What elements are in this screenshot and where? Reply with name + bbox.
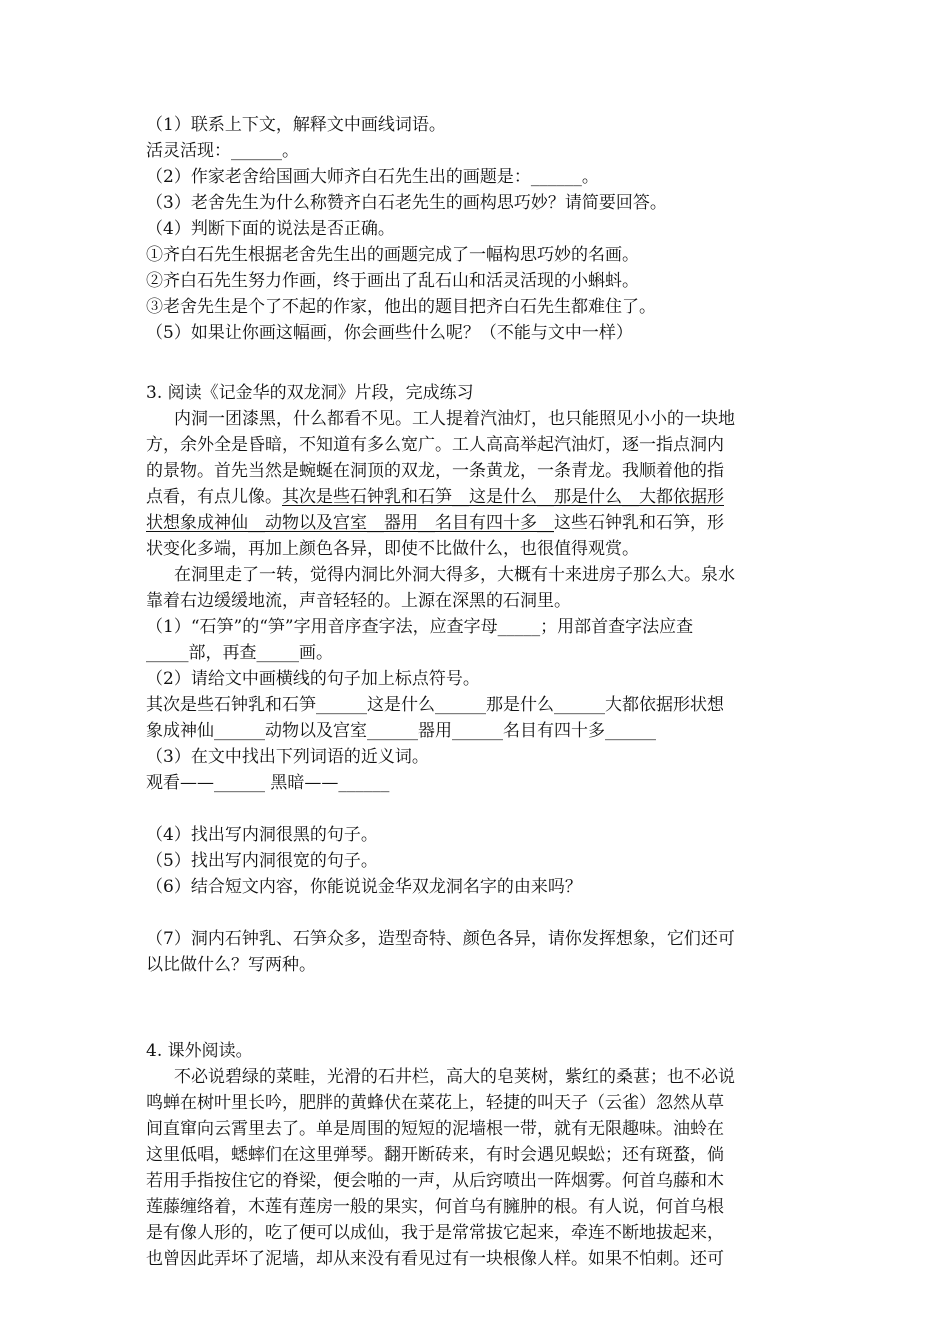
passage-line: 在洞里走了一转，觉得内洞比外洞大得多，大概有十来进房子那么大。泉水 <box>174 565 735 585</box>
statement-3: ③老舍先生是个了不起的作家，他出的题目把齐白石先生都难住了。 <box>146 297 656 317</box>
passage-line: 这里低唱，蟋蟀们在这里弹琴。翻开断砖来，有时会遇见蜈蚣；还有斑蝥，倘 <box>146 1145 724 1165</box>
section-4 <box>146 1038 810 1272</box>
term-blank: 活灵活现：______。 <box>146 141 299 161</box>
punctuation-blank-line: 象成神仙______动物以及宫室______器用______名目有四十多______ <box>146 721 656 741</box>
passage-text: 这些石钟乳和石笋，形 <box>554 513 724 533</box>
passage-line: 间直窜向云霄里去了。单是周围的短短的泥墙根一带，就有无限趣味。油蛉在 <box>146 1119 724 1139</box>
question-1: （1）“石笋”的“笋”字用音序查字法，应查字母_____；用部首查字法应查 <box>146 617 694 637</box>
passage-line: 状变化多端，再加上颜色各异，即使不比做什么，也很值得观赏。 <box>146 539 639 559</box>
statement-2: ②齐白石先生努力作画，终于画出了乱石山和活灵活现的小蝌蚪。 <box>146 271 639 291</box>
question-4: （4）找出写内洞很黑的句子。 <box>146 825 378 845</box>
question-7-cont: 以比做什么？写两种。 <box>146 955 316 975</box>
document-page <box>146 112 810 1272</box>
passage-line: 莲藤缠络着，木莲有莲房一般的果实，何首乌有臃肿的根。有人说，何首乌根 <box>146 1197 724 1217</box>
passage-line: 是有像人形的，吃了便可以成仙，我于是常常拔它起来，牵连不断地拔起来， <box>146 1223 724 1243</box>
question-2: （2）请给文中画横线的句子加上标点符号。 <box>146 669 480 689</box>
question-1: （1）联系上下文，解释文中画线词语。 <box>146 115 446 135</box>
section-title: 3. 阅读《记金华的双龙洞》片段，完成练习 <box>146 383 474 403</box>
question-5: （5）如果让你画这幅画，你会画些什么呢？（不能与文中一样） <box>146 323 633 343</box>
question-7: （7）洞内石钟乳、石笋众多，造型奇特、颜色各异，请你发挥想象，它们还可 <box>146 929 735 949</box>
underlined-sentence: 状想象成神仙__动物以及宫室__器用__名目有四十多__ <box>146 513 554 533</box>
statement-1: ①齐白石先生根据老舍先生出的画题完成了一幅构思巧妙的名画。 <box>146 245 639 265</box>
passage-line: 方，余外全是昏暗，不知道有多么宽广。工人高高举起汽油灯，逐一指点洞内 <box>146 435 724 455</box>
synonym-blanks: 观看——______ 黑暗——______ <box>146 773 390 793</box>
question-3: （3）老舍先生为什么称赞齐白石老先生的画构思巧妙？请简要回答。 <box>146 193 667 213</box>
passage-line: 不必说碧绿的菜畦，光滑的石井栏，高大的皂荚树，紫红的桑葚；也不必说 <box>174 1067 735 1087</box>
passage-text: 点看，有点儿像。 <box>146 487 282 507</box>
question-1-cont: _____部，再查_____画。 <box>146 643 333 663</box>
underlined-sentence: 其次是些石钟乳和石笋__这是什么__那是什么__大都依据形 <box>282 487 724 507</box>
passage-line: 内洞一团漆黑，什么都看不见。工人提着汽油灯，也只能照见小小的一块地 <box>174 409 735 429</box>
passage-line: 若用手指按住它的脊梁，便会啪的一声，从后窍喷出一阵烟雾。何首乌藤和木 <box>146 1171 724 1191</box>
section-title: 4. 课外阅读。 <box>146 1041 253 1061</box>
section-3 <box>146 380 810 978</box>
section-2-questions <box>146 112 810 346</box>
passage-line: 靠着右边缓缓地流，声音轻轻的。上源在深黑的石洞里。 <box>146 591 571 611</box>
passage-line: 鸣蝉在树叶里长吟，肥胖的黄蜂伏在菜花上，轻捷的叫天子（云雀）忽然从草 <box>146 1093 724 1113</box>
question-3: （3）在文中找出下列词语的近义词。 <box>146 747 429 767</box>
passage-line <box>146 484 810 510</box>
question-5: （5）找出写内洞很宽的句子。 <box>146 851 378 871</box>
punctuation-blank-line: 其次是些石钟乳和石笋______这是什么______那是什么______大都依据形状想 <box>146 695 724 715</box>
question-4: （4）判断下面的说法是否正确。 <box>146 219 395 239</box>
question-6: （6）结合短文内容，你能说说金华双龙洞名字的由来吗？ <box>146 877 582 897</box>
passage-line: 的景物。首先当然是蜿蜒在洞顶的双龙，一条黄龙，一条青龙。我顺着他的指 <box>146 461 724 481</box>
passage-line: 也曾因此弄坏了泥墙，却从来没有看见过有一块根像人样。如果不怕刺。还可 <box>146 1249 724 1269</box>
question-2: （2）作家老舍给国画大师齐白石先生出的画题是：______。 <box>146 167 599 187</box>
passage-line <box>146 510 810 536</box>
